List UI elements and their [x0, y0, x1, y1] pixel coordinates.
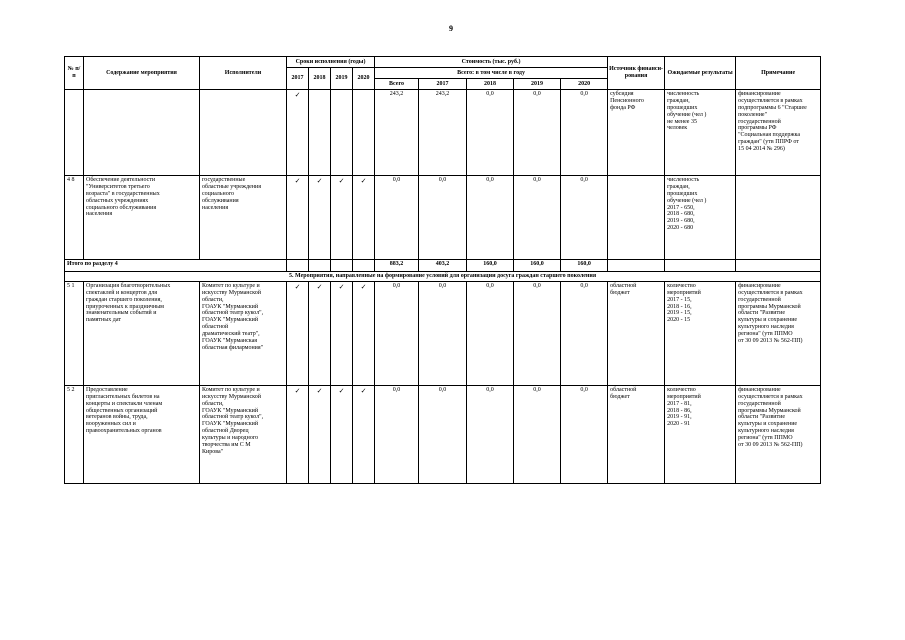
header-source: Источник финанси-рования — [608, 57, 665, 90]
row-executors: государственные областные учреждения социального обслуживания населения — [200, 176, 287, 260]
funding-source: областной бюджет — [608, 281, 665, 385]
table-row — [65, 385, 821, 483]
header-cost-2019: 2019 — [514, 79, 561, 90]
total-sum: 883,2 — [375, 260, 419, 272]
row-note: финансирование осуществляется в рамках государственной программы Мурманской области "Развитие культуры и сохранение культурного наследия региона" (утв ППМО от 30 09 2013 № 562-ПП) — [736, 385, 821, 483]
header-total: Всего — [375, 79, 419, 90]
row-content: Предоставление пригласительных билетов на концерты и спектакли членам общественных организаций ветеранов войны, труда, вооруженных сил и правоохранительных органов — [84, 385, 200, 483]
table-header-row-1 — [65, 57, 821, 68]
check-2019: ✓ — [331, 385, 353, 483]
row-num: 5 1 — [65, 281, 84, 385]
cost-2019: 0,0 — [514, 90, 561, 176]
cost-2018: 0,0 — [467, 281, 514, 385]
total-2017: 403,2 — [419, 260, 467, 272]
cost-2017: 0,0 — [419, 385, 467, 483]
check-2019 — [331, 90, 353, 176]
header-results: Ожидаемые результаты — [665, 57, 736, 90]
header-year-2018: 2018 — [309, 68, 331, 90]
check-2017: ✓ — [287, 176, 309, 260]
row-note: финансирование осуществляется в рамках подпрограммы 6 "Старшее поколение" государственной программы РФ "Социальная поддержка граждан" (утв ППРФ от 15 04 2014 № 296) — [736, 90, 821, 176]
action-plan-table — [64, 56, 821, 484]
header-cost-2017: 2017 — [419, 79, 467, 90]
expected-results: численность граждан, прошедших обучение (чел ) 2017 - 650, 2018 - 680, 2019 - 680, 2020 - 680 — [665, 176, 736, 260]
cost-total: 0,0 — [375, 176, 419, 260]
header-year-2020: 2020 — [353, 68, 375, 90]
row-num: 5 2 — [65, 385, 84, 483]
row-executors — [200, 90, 287, 176]
check-2018: ✓ — [309, 176, 331, 260]
row-note — [736, 176, 821, 260]
header-content: Содержание мероприятия — [84, 57, 200, 90]
check-2019: ✓ — [331, 176, 353, 260]
cost-2020: 0,0 — [561, 385, 608, 483]
total-2020: 160,0 — [561, 260, 608, 272]
row-num — [65, 90, 84, 176]
cost-total: 0,0 — [375, 385, 419, 483]
cost-2020: 0,0 — [561, 281, 608, 385]
check-2020: ✓ — [353, 385, 375, 483]
funding-source: областной бюджет — [608, 385, 665, 483]
expected-results: количество мероприятий 2017 - 81, 2018 - 86, 2019 - 91, 2020 - 91 — [665, 385, 736, 483]
header-cost-2018: 2018 — [467, 79, 514, 90]
check-2018: ✓ — [309, 281, 331, 385]
funding-source: субсидия Пенсионного фонда РФ — [608, 90, 665, 176]
check-2017: ✓ — [287, 385, 309, 483]
header-year-2017: 2017 — [287, 68, 309, 90]
row-executors: Комитет по культуре и искусству Мурманской области, ГОАУК "Мурманский областной театр кукол", ГОАУК "Мурманский областной драматический театр", ГОАУК "Мурманская областная филармония" — [200, 281, 287, 385]
header-note: Примечание — [736, 57, 821, 90]
cost-2018: 0,0 — [467, 385, 514, 483]
cost-total: 0,0 — [375, 281, 419, 385]
cost-2020: 0,0 — [561, 176, 608, 260]
header-deadlines: Сроки исполнения (годы) — [287, 57, 375, 68]
check-2019: ✓ — [331, 281, 353, 385]
cost-2019: 0,0 — [514, 176, 561, 260]
cost-2017: 0,0 — [419, 176, 467, 260]
check-2020: ✓ — [353, 176, 375, 260]
check-2017: ✓ — [287, 281, 309, 385]
header-total-breakdown: Всего: в том числе в году — [375, 68, 608, 79]
cost-2017: 243,2 — [419, 90, 467, 176]
expected-results: количество мероприятий 2017 - 15, 2018 - 16, 2019 - 15, 2020 - 15 — [665, 281, 736, 385]
table-row — [65, 90, 821, 176]
table-row — [65, 176, 821, 260]
check-2020 — [353, 90, 375, 176]
total-2018: 160,0 — [467, 260, 514, 272]
cost-2018: 0,0 — [467, 90, 514, 176]
row-num: 4 8 — [65, 176, 84, 260]
header-year-2019: 2019 — [331, 68, 353, 90]
check-2018 — [309, 90, 331, 176]
header-cost-2020: 2020 — [561, 79, 608, 90]
cost-total: 243,2 — [375, 90, 419, 176]
header-num: № п/п — [65, 57, 84, 90]
cost-2020: 0,0 — [561, 90, 608, 176]
row-content: Обеспечение деятельности "Университетов третьего возраста" в государственных областных учреждениях социального обслуживания населения — [84, 176, 200, 260]
row-executors: Комитет по культуре и искусству Мурманской области, ГОАУК "Мурманский областной театр кукол", ГОАУК "Мурманский областной Дворец культуры и народного творчества им С М Кирова" — [200, 385, 287, 483]
row-content — [84, 90, 200, 176]
table-row — [65, 281, 821, 385]
header-cost: Стоимость (тыс. руб.) — [375, 57, 608, 68]
check-2017: ✓ — [287, 90, 309, 176]
total-label: Итого по разделу 4 — [65, 260, 287, 272]
header-executors: Исполнители — [200, 57, 287, 90]
section-5-title: 5. Мероприятия, направленные на формирование условий для организации досуга граждан старшего поколения — [65, 272, 821, 282]
section-heading-row — [65, 272, 821, 282]
cost-2018: 0,0 — [467, 176, 514, 260]
page-number: 9 — [449, 24, 453, 33]
expected-results: численность граждан, прошедших обучение (чел ) не менее 35 человек — [665, 90, 736, 176]
row-note: финансирование осуществляется в рамках государственной программы Мурманской области "Развитие культуры и сохранение культурного наследия региона" (утв ППМО от 30 09 2013 № 562-ПП) — [736, 281, 821, 385]
check-2018: ✓ — [309, 385, 331, 483]
cost-2019: 0,0 — [514, 385, 561, 483]
row-content: Организация благотворительных спектаклей и концертов для граждан старшего поколения, приуроченных к праздничным знаменательным событий и памятных дат — [84, 281, 200, 385]
check-2020: ✓ — [353, 281, 375, 385]
section-total-row — [65, 260, 821, 272]
funding-source — [608, 176, 665, 260]
cost-2017: 0,0 — [419, 281, 467, 385]
total-2019: 160,0 — [514, 260, 561, 272]
cost-2019: 0,0 — [514, 281, 561, 385]
